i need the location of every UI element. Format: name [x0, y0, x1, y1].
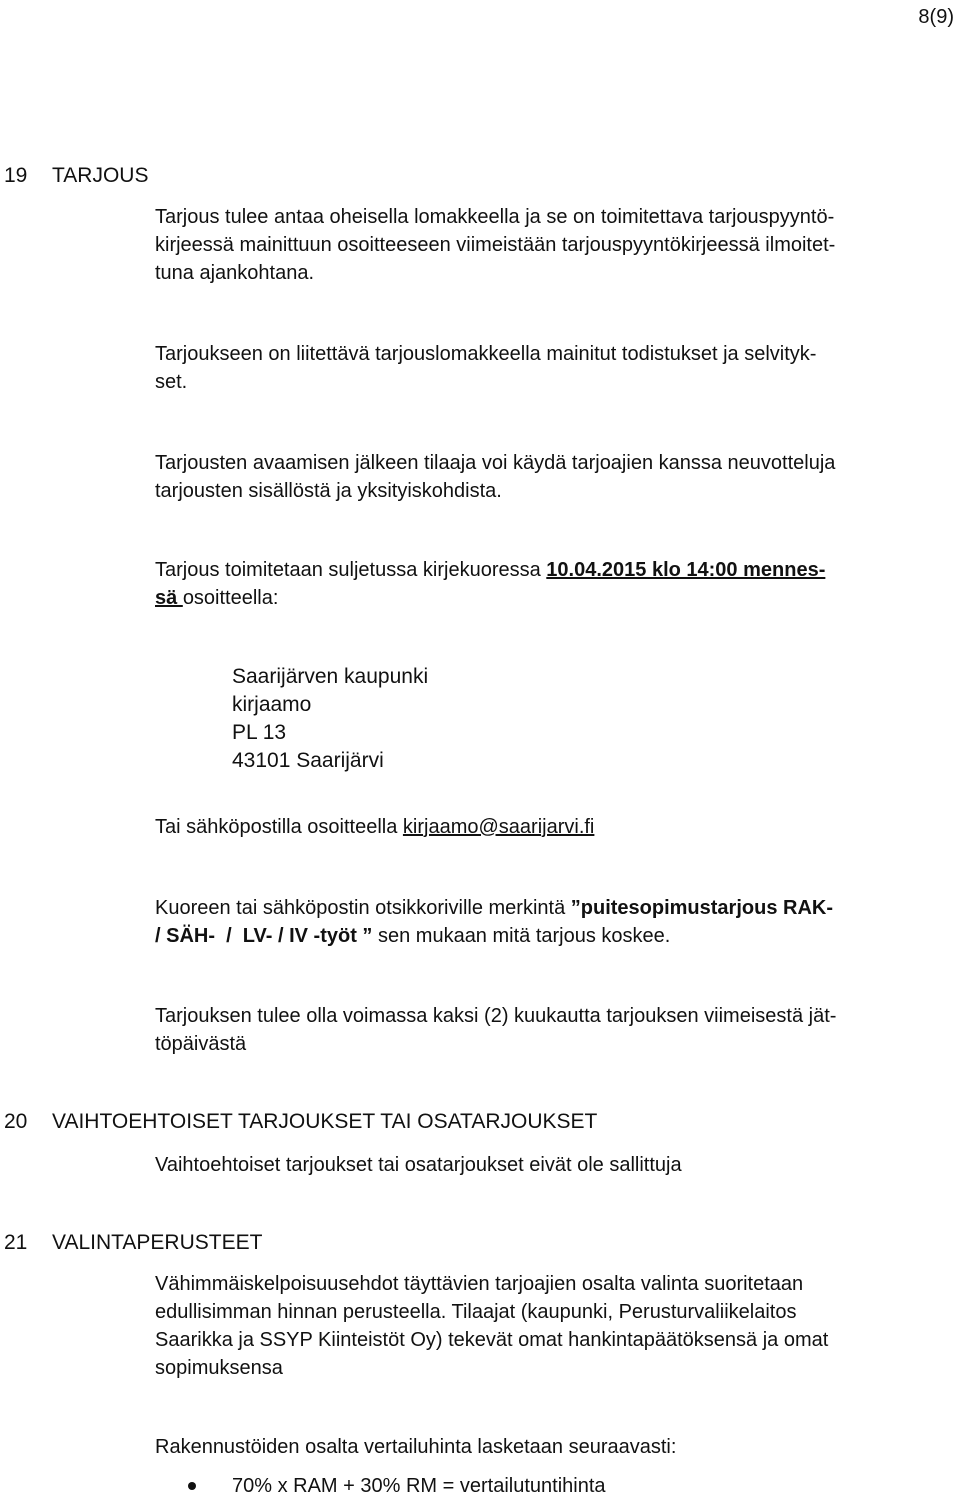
section-number: 20: [4, 1110, 28, 1133]
email-link[interactable]: kirjaamo@saarijarvi.fi: [402, 816, 595, 838]
text-line: kirjeessä mainittuun osoitteeseen viimeistään tarjouspyyntökirjeessä ilmoitet-: [155, 234, 836, 256]
text-line: Tarjousten avaamisen jälkeen tilaaja voi käydä tarjoajien kanssa neuvotteluja: [155, 452, 836, 474]
s19-paragraph-2: [155, 340, 816, 396]
text-line: Tarjoukseen on liitettävä tarjouslomakkeella mainitut todistukset ja selvityk-: [155, 343, 817, 365]
marking-text: Kuoreen tai sähköpostin otsikkoriville merkintä: [155, 897, 571, 919]
s20-text: Vaihtoehtoiset tarjoukset tai osatarjoukset eivät ole sallittuja: [155, 1154, 682, 1176]
s19-paragraph-3: [155, 449, 835, 505]
text-line: Tarjouksen tulee olla voimassa kaksi (2) kuukautta tarjouksen viimeisestä jät-: [155, 1005, 837, 1027]
section-title: VAIHTOEHTOISET TARJOUKSET TAI OSATARJOUKSET: [52, 1110, 598, 1133]
text-line: tarjousten sisällöstä ja yksityiskohdista.: [155, 480, 502, 502]
s21-paragraph-1: [155, 1270, 828, 1382]
section-title: VALINTAPERUSTEET: [52, 1231, 263, 1254]
text-line: sopimuksensa: [155, 1357, 283, 1379]
text-line: töpäivästä: [155, 1033, 247, 1055]
delivery-address-label: osoitteella:: [182, 587, 279, 609]
email-paragraph: [155, 813, 594, 841]
deadline-text: 10.04.2015 klo 14:00 mennes-: [546, 559, 826, 581]
bullet-icon: [188, 1482, 196, 1490]
section-title: TARJOUS: [52, 164, 149, 187]
marking-bold-text-continued: / SÄH- / LV- / IV -työt ”: [155, 925, 373, 947]
envelope-marking-paragraph: [155, 894, 833, 950]
email-label: Tai sähköpostilla osoitteella: [155, 816, 403, 838]
page-number: 8(9): [918, 6, 954, 28]
marking-bold-text: ”puitesopimustarjous RAK-: [570, 897, 834, 919]
marking-text-end: sen mukaan mitä tarjous koskee.: [372, 925, 671, 947]
s19-paragraph-1: [155, 203, 835, 287]
text-line: [155, 922, 833, 950]
text-line: Saarikka ja SSYP Kiinteistöt Oy) tekevät omat hankintapäätöksensä ja omat: [155, 1329, 829, 1351]
text-line: [155, 584, 825, 612]
delivery-text: Tarjous toimitetaan suljetussa kirjekuoressa: [155, 559, 547, 581]
s19-delivery-paragraph: [155, 556, 825, 612]
address-line: 43101 Saarijärvi: [232, 749, 384, 772]
text-line: [155, 556, 825, 584]
validity-paragraph: [155, 1002, 836, 1058]
text-line: [155, 894, 833, 922]
text-line: tuna ajankohtana.: [155, 262, 315, 284]
delivery-address: [232, 663, 428, 775]
address-line: kirjaamo: [232, 693, 312, 716]
address-line: PL 13: [232, 721, 287, 744]
s21-paragraph-2: Rakennustöiden osalta vertailuhinta lasketaan seuraavasti:: [155, 1436, 677, 1458]
text-line: Tarjous tulee antaa oheisella lomakkeella ja se on toimitettava tarjouspyyntö-: [155, 206, 835, 228]
text-line: Vähimmäiskelpoisuusehdot täyttävien tarjoajien osalta valinta suoritetaan: [155, 1273, 804, 1295]
text-line: set.: [155, 371, 188, 393]
section-number: 19: [4, 164, 28, 187]
section-number: 21: [4, 1231, 28, 1254]
deadline-text-continued: sä: [155, 587, 183, 609]
text-line: edullisimman hinnan perusteella. Tilaajat (kaupunki, Perusturvaliikelaitos: [155, 1301, 797, 1323]
address-line: Saarijärven kaupunki: [232, 665, 429, 688]
bullet-item: 70% x RAM + 30% RM = vertailutuntihinta: [232, 1475, 606, 1497]
